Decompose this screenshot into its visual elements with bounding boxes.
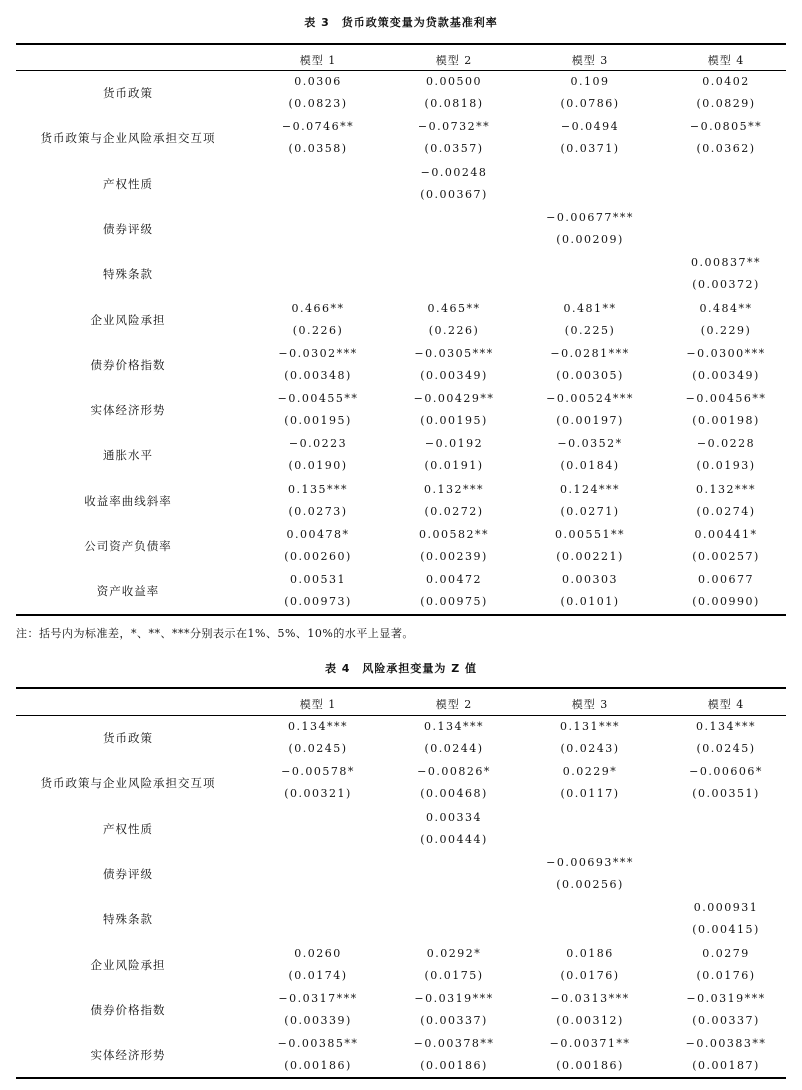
coefficient-cell: −0.0805** xyxy=(689,120,763,134)
std-error-cell: (0.0371) xyxy=(560,142,620,156)
std-error-cell: (0.0191) xyxy=(424,459,484,473)
std-error-cell: (0.0272) xyxy=(424,504,484,518)
coefficient-cell: 0.00582** xyxy=(419,528,489,541)
coefficient-cell: −0.00378** xyxy=(413,1037,495,1051)
table3-col-header-4: 模型 4 xyxy=(707,54,745,67)
coefficient-cell: −0.0317*** xyxy=(278,991,358,1005)
std-error-cell: (0.00973) xyxy=(284,595,352,609)
table3-note: 注：括号内为标准差，*、**、***分别表示在1%、5%、10%的水平上显著。 xyxy=(16,627,414,640)
std-error-cell: (0.0193) xyxy=(696,459,756,473)
table3-top-rule xyxy=(16,43,786,45)
row-label: 货币政策 xyxy=(103,731,153,745)
coefficient-cell: −0.0319*** xyxy=(686,991,766,1005)
std-error-cell: (0.0823) xyxy=(288,97,348,110)
coefficient-cell: 0.0186 xyxy=(566,946,614,960)
row-label: 实体经济形势 xyxy=(90,1048,166,1063)
table4-header-rule xyxy=(16,715,786,716)
row-label: 产权性质 xyxy=(103,176,153,191)
coefficient-cell: −0.0300*** xyxy=(686,346,766,360)
std-error-cell: (0.00321) xyxy=(284,787,352,801)
coefficient-cell: −0.0319*** xyxy=(414,991,494,1005)
coefficient-cell: 0.00837** xyxy=(691,256,761,270)
row-label: 通胀水平 xyxy=(103,448,153,463)
coefficient-cell: 0.0279 xyxy=(702,946,750,960)
row-label: 货币政策 xyxy=(103,86,153,100)
coefficient-cell: −0.0281*** xyxy=(550,346,630,360)
coefficient-cell: 0.000931 xyxy=(693,901,759,915)
std-error-cell: (0.00186) xyxy=(420,1059,488,1073)
coefficient-cell: 0.0292* xyxy=(426,946,482,960)
std-error-cell: (0.00195) xyxy=(420,414,488,428)
std-error-cell: (0.226) xyxy=(292,323,344,337)
coefficient-cell: 0.481** xyxy=(563,301,617,315)
std-error-cell: (0.0244) xyxy=(424,742,484,755)
std-error-cell: (0.0786) xyxy=(560,97,620,110)
coefficient-cell: 0.0402 xyxy=(702,75,750,88)
std-error-cell: (0.0175) xyxy=(424,968,484,982)
std-error-cell: (0.225) xyxy=(564,323,616,337)
coefficient-cell: −0.00456** xyxy=(685,392,767,406)
std-error-cell: (0.00337) xyxy=(420,1013,488,1027)
coefficient-cell: 0.00303 xyxy=(562,573,618,587)
table3-caption: 表 3 货币政策变量为贷款基准利率 xyxy=(304,16,498,29)
coefficient-cell: 0.00334 xyxy=(426,810,482,824)
coefficient-cell: 0.484** xyxy=(699,301,753,315)
std-error-cell: (0.0362) xyxy=(696,142,756,156)
std-error-cell: (0.00257) xyxy=(692,550,760,563)
coefficient-cell: 0.134*** xyxy=(288,720,348,733)
std-error-cell: (0.0818) xyxy=(424,97,484,110)
coefficient-cell: −0.00524*** xyxy=(546,392,634,406)
table3-col-header-2: 模型 2 xyxy=(435,54,473,67)
std-error-cell: (0.00209) xyxy=(556,232,624,246)
coefficient-cell: −0.00826* xyxy=(417,765,491,779)
std-error-cell: (0.00351) xyxy=(692,787,760,801)
coefficient-cell: 0.134*** xyxy=(696,720,756,733)
coefficient-cell: −0.00677*** xyxy=(546,210,634,224)
std-error-cell: (0.00367) xyxy=(420,187,488,201)
std-error-cell: (0.00186) xyxy=(556,1059,624,1073)
coefficient-cell: −0.00383** xyxy=(685,1037,767,1051)
std-error-cell: (0.00198) xyxy=(692,414,760,428)
coefficient-cell: −0.0302*** xyxy=(278,346,358,360)
std-error-cell: (0.00260) xyxy=(284,550,352,563)
std-error-cell: (0.229) xyxy=(700,323,752,337)
std-error-cell: (0.0273) xyxy=(288,504,348,518)
coefficient-cell: −0.00693*** xyxy=(546,855,634,869)
table4-bottom-rule xyxy=(16,1077,786,1079)
std-error-cell: (0.00195) xyxy=(284,414,352,428)
row-label: 债券评级 xyxy=(103,221,153,236)
std-error-cell: (0.0190) xyxy=(288,459,348,473)
coefficient-cell: −0.0228 xyxy=(696,437,756,451)
row-label: 债券评级 xyxy=(103,866,153,881)
std-error-cell: (0.00349) xyxy=(692,368,760,382)
coefficient-cell: −0.0313*** xyxy=(550,991,630,1005)
table4-col-header-3: 模型 3 xyxy=(571,698,609,711)
coefficient-cell: 0.00500 xyxy=(426,75,482,88)
std-error-cell: (0.0243) xyxy=(560,742,620,755)
std-error-cell: (0.00444) xyxy=(420,832,488,846)
std-error-cell: (0.0176) xyxy=(696,968,756,982)
coefficient-cell: −0.0746** xyxy=(281,120,355,134)
coefficient-cell: −0.0494 xyxy=(560,120,620,134)
row-label: 货币政策与企业风险承担交互项 xyxy=(40,131,216,146)
std-error-cell: (0.00468) xyxy=(420,787,488,801)
std-error-cell: (0.00339) xyxy=(284,1013,352,1027)
std-error-cell: (0.0357) xyxy=(424,142,484,156)
coefficient-cell: 0.466** xyxy=(291,301,345,315)
coefficient-cell: 0.0260 xyxy=(294,946,342,960)
coefficient-cell: −0.00371** xyxy=(549,1037,631,1051)
coefficient-cell: −0.00455** xyxy=(277,392,359,406)
table3-col-header-3: 模型 3 xyxy=(571,54,609,67)
table4-col-header-1: 模型 1 xyxy=(299,698,337,711)
row-label: 债券价格指数 xyxy=(90,1002,166,1017)
std-error-cell: (0.00348) xyxy=(284,368,352,382)
table3-header-rule xyxy=(16,70,786,71)
table4-caption: 表 4 风险承担变量为 Z 值 xyxy=(324,662,478,675)
coefficient-cell: 0.135*** xyxy=(288,482,348,496)
coefficient-cell: 0.0229* xyxy=(562,765,618,779)
coefficient-cell: −0.0305*** xyxy=(414,346,494,360)
std-error-cell: (0.0101) xyxy=(560,595,620,609)
std-error-cell: (0.0829) xyxy=(696,97,756,110)
std-error-cell: (0.0274) xyxy=(696,504,756,518)
row-label: 企业风险承担 xyxy=(90,957,166,972)
coefficient-cell: −0.0192 xyxy=(424,437,484,451)
std-error-cell: (0.0271) xyxy=(560,504,620,518)
std-error-cell: (0.00349) xyxy=(420,368,488,382)
coefficient-cell: 0.00531 xyxy=(290,573,346,587)
std-error-cell: (0.00975) xyxy=(420,595,488,609)
std-error-cell: (0.00415) xyxy=(692,923,760,937)
std-error-cell: (0.00197) xyxy=(556,414,624,428)
std-error-cell: (0.0245) xyxy=(696,742,756,755)
coefficient-cell: 0.124*** xyxy=(560,482,620,496)
coefficient-cell: −0.00578* xyxy=(281,765,355,779)
row-label: 资产收益率 xyxy=(96,584,160,599)
coefficient-cell: −0.00248 xyxy=(420,165,488,179)
table3-bottom-rule xyxy=(16,614,786,616)
std-error-cell: (0.00256) xyxy=(556,877,624,891)
coefficient-cell: −0.00385** xyxy=(277,1037,359,1051)
std-error-cell: (0.00186) xyxy=(284,1059,352,1073)
std-error-cell: (0.00337) xyxy=(692,1013,760,1027)
table3-col-header-1: 模型 1 xyxy=(299,54,337,67)
coefficient-cell: 0.131*** xyxy=(560,720,620,733)
row-label: 特殊条款 xyxy=(103,912,153,927)
std-error-cell: (0.0176) xyxy=(560,968,620,982)
std-error-cell: (0.00990) xyxy=(692,595,760,609)
coefficient-cell: 0.132*** xyxy=(424,482,484,496)
std-error-cell: (0.00239) xyxy=(420,550,488,563)
coefficient-cell: 0.00677 xyxy=(698,573,754,587)
std-error-cell: (0.00187) xyxy=(692,1059,760,1073)
std-error-cell: (0.00312) xyxy=(556,1013,624,1027)
row-label: 债券价格指数 xyxy=(90,357,166,372)
coefficient-cell: 0.134*** xyxy=(424,720,484,733)
std-error-cell: (0.0174) xyxy=(288,968,348,982)
coefficient-cell: −0.0732** xyxy=(417,120,491,134)
row-label: 产权性质 xyxy=(103,821,153,836)
coefficient-cell: 0.00478* xyxy=(286,528,350,541)
std-error-cell: (0.00221) xyxy=(556,550,624,563)
coefficient-cell: 0.465** xyxy=(427,301,481,315)
std-error-cell: (0.0184) xyxy=(560,459,620,473)
table4-col-header-2: 模型 2 xyxy=(435,698,473,711)
coefficient-cell: −0.00429** xyxy=(413,392,495,406)
row-label: 收益率曲线斜率 xyxy=(84,493,172,508)
std-error-cell: (0.00372) xyxy=(692,278,760,292)
table4-col-header-4: 模型 4 xyxy=(707,698,745,711)
row-label: 实体经济形势 xyxy=(90,403,166,418)
coefficient-cell: −0.0352* xyxy=(557,437,623,451)
std-error-cell: (0.0245) xyxy=(288,742,348,755)
coefficient-cell: 0.00441* xyxy=(694,528,758,541)
coefficient-cell: 0.132*** xyxy=(696,482,756,496)
coefficient-cell: 0.00551** xyxy=(555,528,625,541)
table4-top-rule xyxy=(16,687,786,689)
row-label: 货币政策与企业风险承担交互项 xyxy=(40,776,216,791)
row-label: 公司资产负债率 xyxy=(84,539,172,553)
coefficient-cell: 0.109 xyxy=(570,75,610,88)
std-error-cell: (0.0358) xyxy=(288,142,348,156)
std-error-cell: (0.0117) xyxy=(560,787,620,801)
std-error-cell: (0.00305) xyxy=(556,368,624,382)
coefficient-cell: 0.0306 xyxy=(294,75,342,88)
coefficient-cell: −0.00606* xyxy=(689,765,763,779)
row-label: 企业风险承担 xyxy=(90,312,166,327)
std-error-cell: (0.226) xyxy=(428,323,480,337)
coefficient-cell: 0.00472 xyxy=(426,573,482,587)
coefficient-cell: −0.0223 xyxy=(288,437,348,451)
row-label: 特殊条款 xyxy=(103,267,153,282)
